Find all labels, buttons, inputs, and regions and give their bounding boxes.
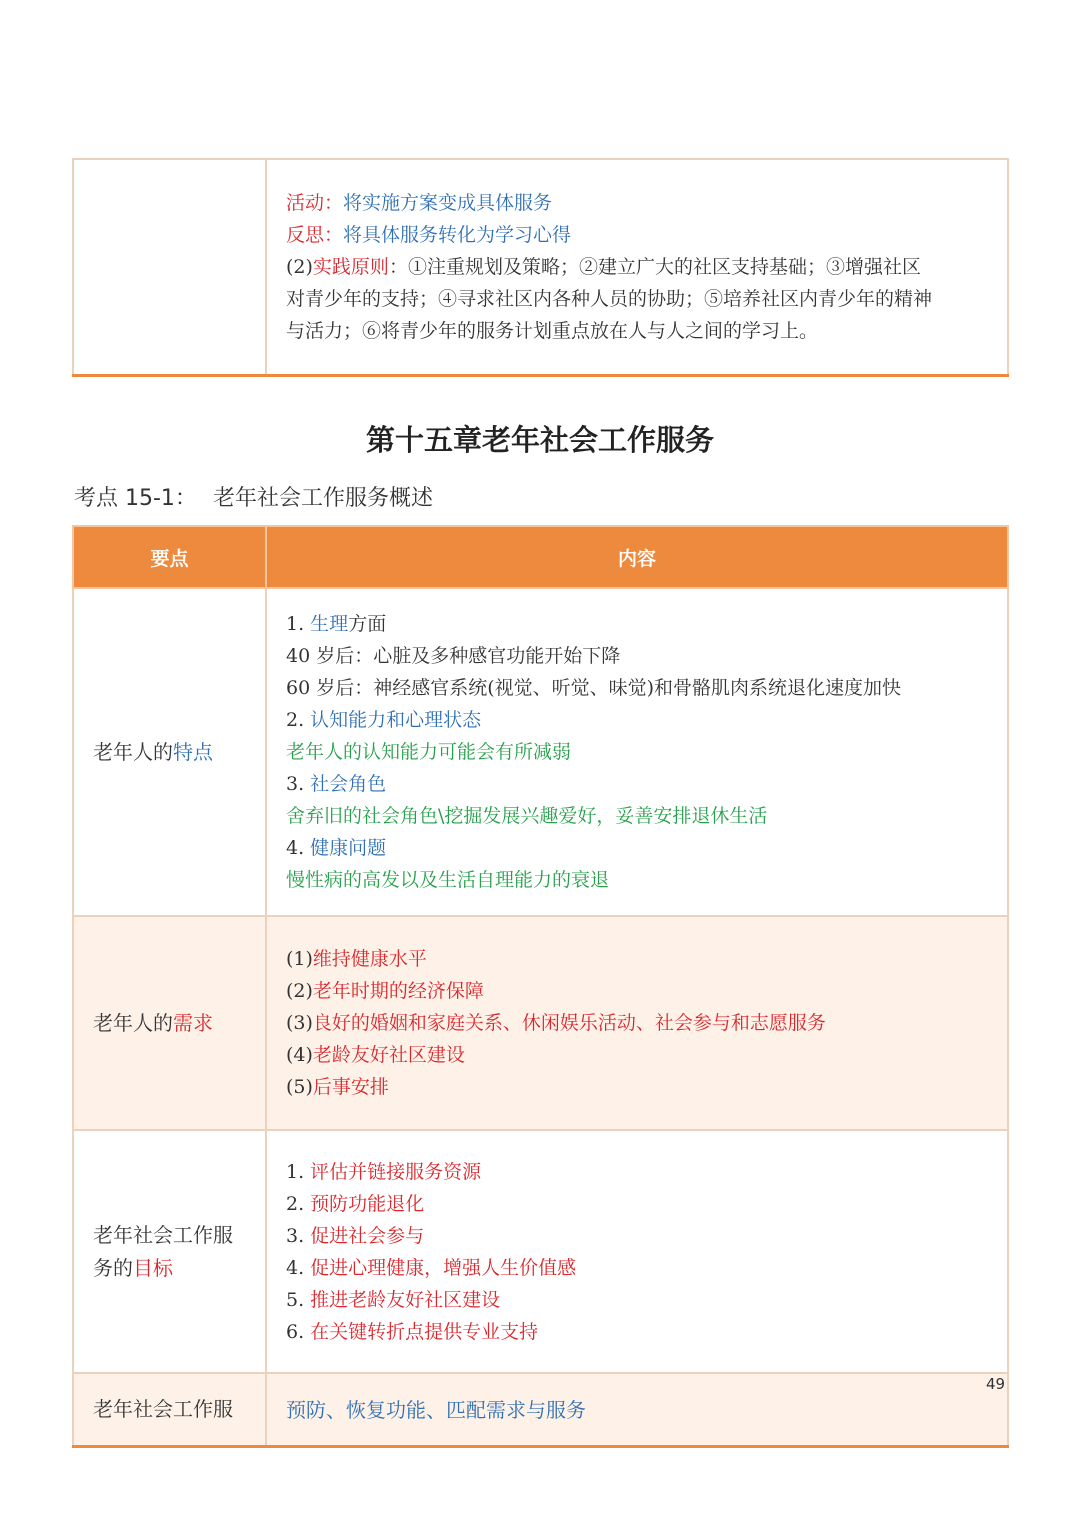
list-item: 3. 促进社会参与 — [286, 1224, 425, 1247]
list-item: 2. 预防功能退化 — [286, 1192, 425, 1215]
list-item: 1. 评估并链接服务资源 — [286, 1160, 482, 1183]
overview-table — [72, 525, 1009, 1448]
activity-line: 活动：将实施方案变成具体服务 — [286, 192, 553, 214]
row-label: 老年社会工作服 — [73, 1373, 266, 1447]
list-item: 老年人的认知能力可能会有所减弱 — [286, 741, 572, 763]
content-cell — [266, 159, 1008, 376]
list-item: 4. 促进心理健康，增强人生价值感 — [286, 1256, 577, 1279]
continued-table — [72, 158, 1009, 377]
table-row — [73, 159, 1008, 376]
list-item: 舍弃旧的社会角色\挖掘发展兴趣爱好，妥善安排退休生活 — [286, 805, 768, 827]
row-content — [266, 588, 1008, 916]
principle-line-2: 对青少年的支持；④寻求社区内各种人员的协助；⑤培养社区内青少年的精神 — [286, 288, 933, 310]
row-label: 老年人的需求 — [73, 916, 266, 1130]
row-label: 老年社会工作服 务的目标 — [73, 1130, 266, 1373]
principle-line-3: 与活力；⑥将青少年的服务计划重点放在人与人之间的学习上。 — [286, 320, 819, 342]
list-item: 60 岁后：神经感官系统(视觉、听觉、味觉)和骨骼肌肉系统退化速度加快 — [286, 677, 902, 699]
column-header-key-points: 要点 — [73, 526, 266, 588]
section-code: 考点 15-1： — [74, 486, 197, 511]
row-content — [266, 1130, 1008, 1373]
list-item: 1. 生理方面 — [286, 613, 387, 635]
row-content — [266, 916, 1008, 1130]
table-header-row — [73, 526, 1008, 588]
list-item: 2. 认知能力和心理状态 — [286, 709, 482, 731]
list-item: 3. 社会角色 — [286, 773, 387, 795]
principle-line-1: (2)实践原则：①注重规划及策略；②建立广大的社区支持基础；③增强社区 — [286, 256, 921, 278]
list-item: 4. 健康问题 — [286, 837, 387, 859]
empty-label-cell — [73, 159, 266, 376]
table-row — [73, 1130, 1008, 1373]
list-item: (1)维持健康水平 — [286, 948, 427, 970]
reflection-line: 反思：将具体服务转化为学习心得 — [286, 224, 572, 246]
section-heading — [74, 481, 433, 512]
row-label: 老年人的特点 — [73, 588, 266, 916]
section-title: 老年社会工作服务概述 — [212, 486, 433, 511]
list-item: 慢性病的高发以及生活自理能力的衰退 — [286, 869, 610, 891]
list-item: (4)老龄友好社区建设 — [286, 1044, 465, 1066]
row-content: 预防、恢复功能、匹配需求与服务 — [266, 1373, 1008, 1447]
list-item: (2)老年时期的经济保障 — [286, 980, 484, 1002]
table-row — [73, 588, 1008, 916]
list-item: (3)良好的婚姻和家庭关系、休闲娱乐活动、社会参与和志愿服务 — [286, 1012, 826, 1034]
table-row — [73, 916, 1008, 1130]
list-item: 5. 推进老龄友好社区建设 — [286, 1288, 501, 1311]
list-item: 6. 在关键转折点提供专业支持 — [286, 1320, 539, 1343]
chapter-title: 第十五章老年社会工作服务 — [365, 423, 714, 457]
list-item: 40 岁后：心脏及多种感官功能开始下降 — [286, 645, 621, 667]
column-header-content: 内容 — [266, 526, 1008, 588]
table-row — [73, 1373, 1008, 1447]
page-number: 49 — [986, 1375, 1006, 1393]
list-item: (5)后事安排 — [286, 1076, 389, 1098]
